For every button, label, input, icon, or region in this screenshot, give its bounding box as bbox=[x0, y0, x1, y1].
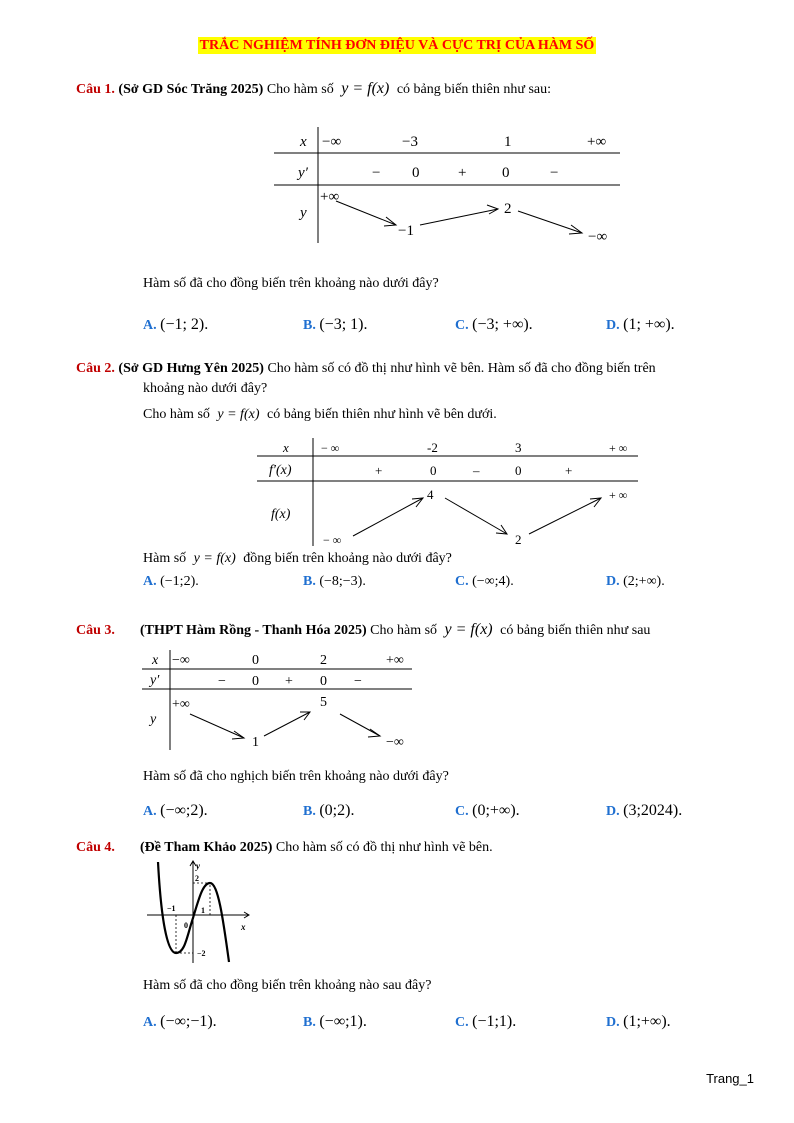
q1-option-d[interactable] bbox=[606, 316, 675, 334]
option-key: D. bbox=[606, 1015, 620, 1030]
option-value: (0;2). bbox=[319, 802, 355, 819]
question-1-math: y = f(x) bbox=[341, 80, 390, 97]
question-4-stem bbox=[76, 840, 493, 856]
t2-x-label: x bbox=[283, 440, 289, 455]
option-key: D. bbox=[606, 318, 620, 333]
question-2-prompt-math: y = f(x) bbox=[193, 551, 236, 566]
q4-option-c[interactable] bbox=[455, 1013, 516, 1031]
graph-tick-neg1: −1 bbox=[167, 904, 176, 913]
graph-tick-2: 2 bbox=[195, 874, 199, 883]
t1-yp-label: y′ bbox=[298, 165, 308, 181]
question-1-prompt: Hàm số đã cho đồng biến trên khoảng nào dưới đây? bbox=[143, 276, 439, 291]
q4-option-a[interactable] bbox=[143, 1013, 217, 1031]
graph-y-axis-label: y bbox=[196, 861, 200, 871]
question-1-label: Câu 1. bbox=[76, 82, 115, 97]
option-value: (2;+∞). bbox=[623, 574, 665, 589]
q2-option-b[interactable] bbox=[303, 574, 366, 590]
variation-table-1 bbox=[270, 125, 624, 245]
option-key: D. bbox=[606, 804, 620, 819]
t1-sign: 0 bbox=[502, 165, 510, 181]
question-4-prompt: Hàm số đã cho đồng biến trên khoảng nào sau đây? bbox=[143, 978, 432, 993]
t2-x-val: + ∞ bbox=[609, 441, 628, 455]
t2-x-val: 3 bbox=[515, 440, 522, 455]
question-4-label: Câu 4. bbox=[76, 840, 115, 855]
q2-option-c[interactable] bbox=[455, 574, 514, 590]
graph-origin-label: 0 bbox=[184, 921, 188, 930]
option-value: (−1;2). bbox=[160, 574, 199, 589]
question-3-source: (THPT Hàm Rồng - Thanh Hóa 2025) bbox=[140, 623, 367, 638]
t1-y-val: 2 bbox=[504, 201, 512, 217]
question-2-stem-line1: Cho hàm số có đồ thị như hình vẽ bên. Hàm số đã cho đồng biến trên bbox=[267, 361, 656, 376]
graph-tick-neg2: −2 bbox=[197, 949, 206, 958]
question-3-label: Câu 3. bbox=[76, 623, 115, 638]
t2-y-val: 4 bbox=[427, 487, 434, 502]
variation-table-2 bbox=[255, 436, 640, 548]
option-key: C. bbox=[455, 804, 469, 819]
question-3-stem-b: có bảng biến thiên như sau bbox=[500, 623, 651, 638]
t3-yp-label: y′ bbox=[150, 673, 160, 688]
t2-sign: 0 bbox=[515, 463, 522, 478]
t2-x-val: − ∞ bbox=[321, 441, 340, 455]
option-value: (−∞;1). bbox=[319, 1013, 367, 1030]
t3-sign: − bbox=[218, 674, 226, 689]
t3-arrows bbox=[190, 712, 380, 739]
option-value: (−∞;−1). bbox=[160, 1013, 217, 1030]
question-2-stem-line2: khoảng nào dưới đây? bbox=[143, 381, 268, 396]
question-2-sub-b: có bảng biến thiên như hình vẽ bên dưới. bbox=[266, 407, 497, 422]
question-2-label: Câu 2. bbox=[76, 361, 115, 376]
t1-sign: − bbox=[372, 165, 381, 181]
question-2-source: (Sở GD Hưng Yên 2025) bbox=[118, 361, 264, 376]
q3-option-a[interactable] bbox=[143, 802, 208, 820]
q2-option-a[interactable] bbox=[143, 574, 199, 590]
t1-x-val: +∞ bbox=[587, 134, 607, 150]
q4-option-b[interactable] bbox=[303, 1013, 367, 1031]
t3-sign: 0 bbox=[252, 674, 259, 689]
question-3-prompt: Hàm số đã cho nghịch biến trên khoảng nào dưới đây? bbox=[143, 769, 449, 784]
t1-y-val: +∞ bbox=[320, 189, 340, 205]
option-key: D. bbox=[606, 574, 620, 589]
t2-arrows bbox=[353, 498, 601, 536]
t2-y-val: − ∞ bbox=[323, 533, 342, 547]
question-3-stem-a: Cho hàm số bbox=[370, 623, 438, 638]
t1-y-val: −∞ bbox=[588, 229, 608, 245]
t3-sign: + bbox=[285, 674, 293, 689]
option-value: (−3; 1). bbox=[319, 316, 368, 333]
question-2-sub-a: Cho hàm số bbox=[143, 407, 210, 422]
question-3-stem bbox=[76, 621, 650, 639]
q4-option-d[interactable] bbox=[606, 1013, 671, 1031]
option-value: (−1;1). bbox=[472, 1013, 517, 1030]
option-key: C. bbox=[455, 318, 469, 333]
question-4-source: (Đề Tham Khảo 2025) bbox=[140, 840, 273, 855]
t2-fp-label: f′(x) bbox=[269, 463, 292, 478]
t3-y-label: y bbox=[150, 712, 157, 727]
t2-sign: – bbox=[473, 463, 480, 478]
t1-y-label: y bbox=[300, 205, 307, 221]
t1-x-val: −∞ bbox=[322, 134, 342, 150]
option-value: (−8;−3). bbox=[319, 574, 366, 589]
option-value: (−∞;4). bbox=[472, 574, 514, 589]
question-2-prompt-a: Hàm số bbox=[143, 551, 187, 566]
t1-x-label: x bbox=[300, 134, 307, 150]
question-2-math: y = f(x) bbox=[217, 407, 260, 422]
option-value: (0;+∞). bbox=[472, 802, 520, 819]
question-1-source: (Sở GD Sóc Trăng 2025) bbox=[118, 82, 264, 97]
option-value: (1;+∞). bbox=[623, 1013, 671, 1030]
option-key: B. bbox=[303, 1015, 316, 1030]
t3-x-val: 0 bbox=[252, 653, 259, 668]
q2-option-d[interactable] bbox=[606, 574, 665, 590]
t3-sign: − bbox=[354, 674, 362, 689]
t1-x-val: 1 bbox=[504, 134, 512, 150]
t3-x-val: +∞ bbox=[386, 653, 404, 668]
option-value: (3;2024). bbox=[623, 802, 683, 819]
option-key: B. bbox=[303, 804, 316, 819]
graph-x-axis-label: x bbox=[241, 922, 246, 932]
option-key: A. bbox=[143, 574, 157, 589]
option-value: (−3; +∞). bbox=[472, 316, 533, 333]
t3-y-val: 5 bbox=[320, 695, 327, 710]
option-value: (−1; 2). bbox=[160, 316, 209, 333]
t2-sign: + bbox=[375, 463, 383, 478]
question-3-math: y = f(x) bbox=[444, 621, 493, 638]
question-2-prompt-b: đồng biến trên khoảng nào dưới đây? bbox=[243, 551, 452, 566]
t1-sign: − bbox=[550, 165, 559, 181]
t1-sign: + bbox=[458, 165, 467, 181]
t2-f-label: f(x) bbox=[271, 507, 291, 522]
option-key: B. bbox=[303, 574, 316, 589]
t1-sign: 0 bbox=[412, 165, 420, 181]
page-title: TRẮC NGHIỆM TÍNH ĐƠN ĐIỆU VÀ CỰC TRỊ CỦA HÀM SỐ bbox=[199, 38, 595, 53]
option-key: C. bbox=[455, 1015, 469, 1030]
option-value: (−∞;2). bbox=[160, 802, 208, 819]
option-value: (1; +∞). bbox=[623, 316, 675, 333]
q1-option-b[interactable] bbox=[303, 316, 367, 334]
question-1-stem-a: Cho hàm số bbox=[266, 82, 334, 97]
page-number: Trang_1 bbox=[706, 1071, 754, 1086]
question-2-sub bbox=[143, 407, 497, 423]
option-key: C. bbox=[455, 574, 469, 589]
function-graph bbox=[145, 858, 255, 966]
t3-x-val: 2 bbox=[320, 653, 327, 668]
question-1-stem-b: có bảng biến thiên như sau: bbox=[396, 82, 551, 97]
option-key: A. bbox=[143, 318, 157, 333]
q1-option-c[interactable] bbox=[455, 316, 533, 334]
question-1-stem bbox=[76, 80, 551, 98]
t3-y-val: 1 bbox=[252, 735, 259, 750]
t2-y-val: 2 bbox=[515, 532, 522, 547]
variation-table-3 bbox=[140, 648, 415, 752]
option-key: A. bbox=[143, 804, 157, 819]
t2-x-val: -2 bbox=[427, 440, 438, 455]
q3-option-d[interactable] bbox=[606, 802, 682, 820]
t1-y-val: −1 bbox=[398, 223, 414, 239]
q3-option-b[interactable] bbox=[303, 802, 354, 820]
question-4-stem-text: Cho hàm số có đồ thị như hình vẽ bên. bbox=[275, 840, 493, 855]
t3-y-val: +∞ bbox=[172, 697, 190, 712]
t3-y-val: −∞ bbox=[386, 735, 404, 750]
t2-y-val: + ∞ bbox=[609, 488, 628, 502]
q3-option-c[interactable] bbox=[455, 802, 520, 820]
t3-sign: 0 bbox=[320, 674, 327, 689]
t3-x-label: x bbox=[152, 653, 159, 668]
t1-arrows bbox=[336, 201, 582, 234]
option-key: B. bbox=[303, 318, 316, 333]
question-2-prompt bbox=[143, 551, 452, 567]
graph-tick-1: 1 bbox=[201, 906, 205, 915]
t2-sign: 0 bbox=[430, 463, 437, 478]
t2-sign: + bbox=[565, 463, 573, 478]
question-2-stem bbox=[76, 361, 656, 377]
option-key: A. bbox=[143, 1015, 157, 1030]
t1-x-val: −3 bbox=[402, 134, 418, 150]
q1-option-a[interactable] bbox=[143, 316, 208, 334]
t3-x-val: −∞ bbox=[172, 653, 190, 668]
